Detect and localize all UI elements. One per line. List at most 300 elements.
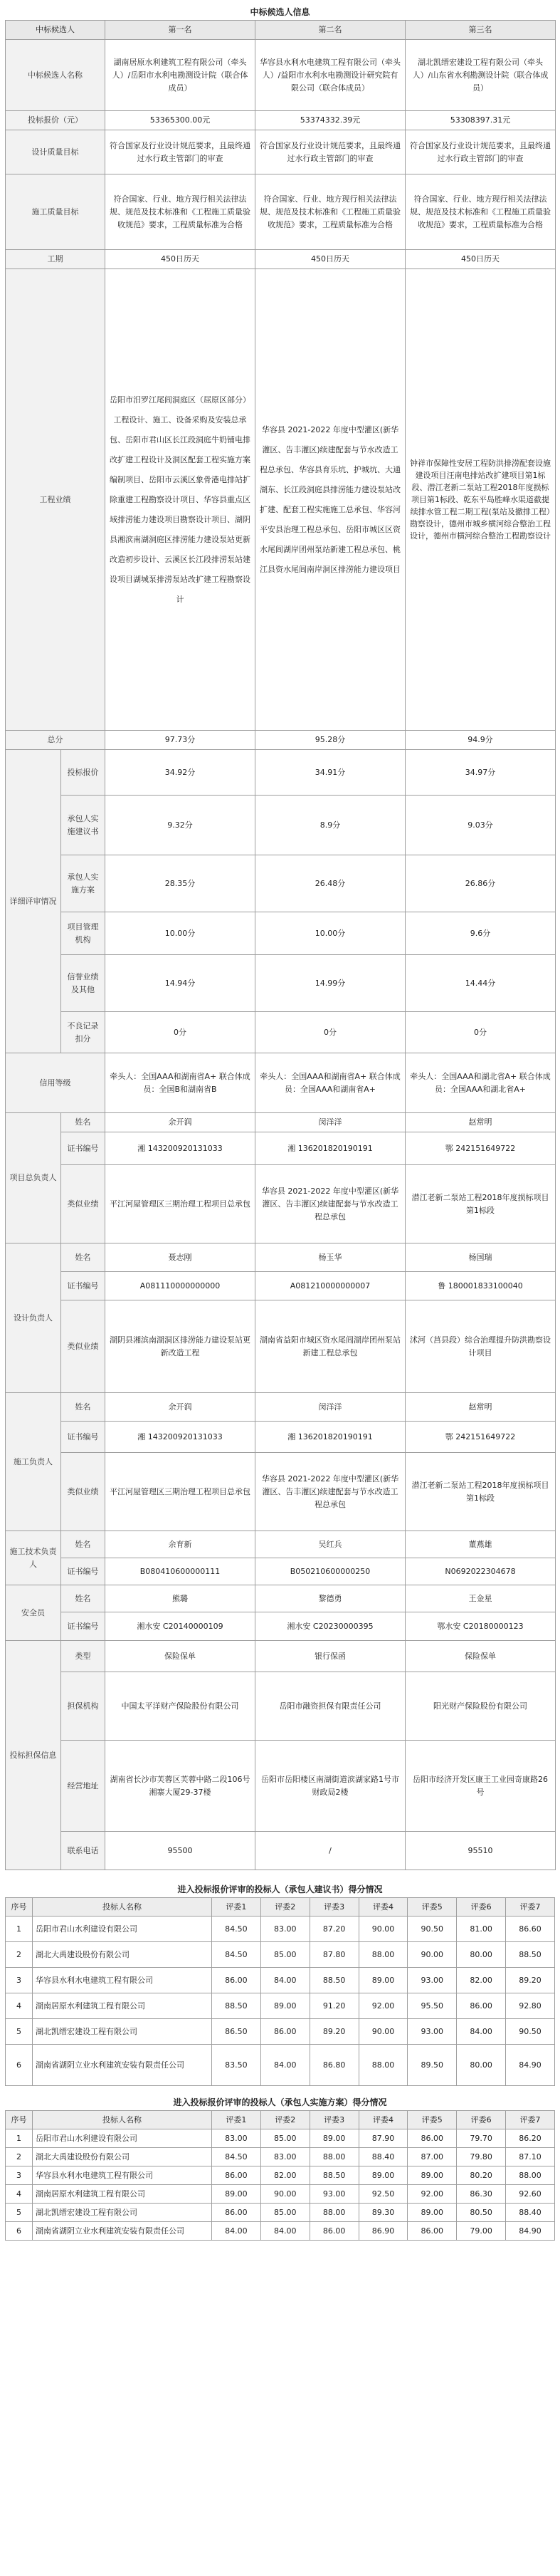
bidder-name: 湖南省湖阴立业水利建筑安装有限责任公司 (33, 2222, 212, 2241)
price-3: 53308397.31元 (406, 111, 556, 130)
design-cert-row (6, 1272, 556, 1300)
build-quality-3: 符合国家、行业、地方现行相关法律法规、规范及技术标准和《工程施工质量验收规范》要求，工程质量标准为合格 (406, 174, 556, 250)
detail-label: 承包人实施建议书 (61, 796, 105, 855)
guarantee-org-row (6, 1672, 556, 1741)
detail-value-1: 9.32分 (105, 796, 255, 855)
score-table-title: 进入投标报价评审的投标人（承包人建议书）得分情况 (177, 1884, 383, 1894)
score-cell: 85.00 (260, 2204, 310, 2222)
score-cell: 85.00 (260, 2129, 310, 2148)
score-header-row (6, 2111, 555, 2129)
detail-label: 承包人实施方案 (61, 855, 105, 912)
candidate-name-row (6, 40, 556, 111)
score-cell: 91.20 (310, 1993, 359, 2019)
safety-name-1: 熊璐 (105, 1585, 255, 1612)
total-row (6, 731, 556, 750)
build-name-row (6, 1393, 556, 1422)
row-label: 施工质量目标 (6, 174, 105, 250)
score-cell: 83.00 (260, 2148, 310, 2166)
score-cell: 90.00 (408, 1942, 457, 1968)
detail-value-3: 14.44分 (406, 955, 556, 1012)
field-label: 类似业绩 (61, 1453, 105, 1531)
score-header: 评委2 (260, 1898, 310, 1917)
score-cell: 88.50 (310, 2166, 359, 2185)
period-2: 450日历天 (255, 250, 406, 269)
score-header: 评委6 (457, 1898, 506, 1917)
score-cell: 89.50 (408, 2045, 457, 2086)
tech-name-1: 余育新 (105, 1531, 255, 1558)
period-3: 450日历天 (406, 250, 556, 269)
header-label: 中标候选人 (6, 21, 105, 40)
score-header: 评委2 (260, 2111, 310, 2129)
score-cell: 90.00 (260, 2185, 310, 2204)
table-row (6, 2222, 555, 2241)
score-cell: 88.00 (310, 2148, 359, 2166)
score-cell: 84.00 (212, 2222, 261, 2241)
score-cell: 89.00 (408, 2204, 457, 2222)
score-header: 评委5 (408, 2111, 457, 2129)
row-label: 中标候选人名称 (6, 40, 105, 111)
table-row (6, 1993, 555, 2019)
score-cell: 92.60 (506, 2185, 555, 2204)
score-cell: 88.00 (359, 2045, 408, 2086)
pm-similar-1: 平江河屋管理区三期治理工程项目总承包 (105, 1165, 255, 1243)
safety-cert-3: 鄂水安 C20180000123 (406, 1612, 556, 1641)
tech-name-3: 董燕雄 (406, 1531, 556, 1558)
score-cell: 88.40 (359, 2148, 408, 2166)
build-quality-2: 符合国家、行业、地方现行相关法律法规、规范及技术标准和《工程施工质量验收规范》要求，工程质量标准为合格 (255, 174, 406, 250)
bidder-name: 岳阳市君山水利建设有限公司 (33, 2129, 212, 2148)
score-cell: 84.50 (212, 1942, 261, 1968)
field-label: 姓名 (61, 1243, 105, 1272)
score-header: 序号 (6, 1898, 33, 1917)
table-row (6, 1917, 555, 1942)
safety-name-row (6, 1585, 556, 1612)
pm-cert-2: 湘 136201820190191 (255, 1132, 406, 1165)
bidder-name: 岳阳市君山水利建设有限公司 (33, 1917, 212, 1942)
score-cell: 79.70 (457, 2129, 506, 2148)
guarantee-addr-row (6, 1741, 556, 1832)
score-cell: 84.00 (260, 2045, 310, 2086)
score-cell: 82.00 (457, 1968, 506, 1993)
build-cert-2: 湘 136201820190191 (255, 1422, 406, 1453)
design-name-1: 聂志刚 (105, 1243, 255, 1272)
score-cell: 87.80 (310, 1942, 359, 1968)
score-cell: 89.00 (359, 2166, 408, 2185)
pm-similar-3: 潜江老新二泵站工程2018年度损标项目第1标段 (406, 1165, 556, 1243)
build-similar-row (6, 1453, 556, 1531)
build-cert-row (6, 1422, 556, 1453)
score-cell: 79.80 (457, 2148, 506, 2166)
score-cell: 89.20 (506, 1968, 555, 1993)
row-no: 6 (6, 2222, 33, 2241)
score-cell: 93.00 (408, 1968, 457, 1993)
build-quality-1: 符合国家、行业、地方现行相关法律法规、规范及技术标准和《工程施工质量验收规范》要求，工程质量标准为合格 (105, 174, 255, 250)
detail-value-1: 28.35分 (105, 855, 255, 912)
pm-cert-row (6, 1132, 556, 1165)
score-cell: 86.00 (408, 2129, 457, 2148)
score-header: 评委1 (212, 1898, 261, 1917)
score-header: 评委7 (506, 2111, 555, 2129)
score-cell: 84.00 (260, 2222, 310, 2241)
score-cell: 84.90 (506, 2045, 555, 2086)
guarantee-org-3: 阳光财产保险股份有限公司 (406, 1672, 556, 1741)
design-similar-2: 湖南省益阳市城区资水尾闾湖岸团州泵站新建工程总承包 (255, 1300, 406, 1393)
design-cert-1: A081110000000000 (105, 1272, 255, 1300)
header-row (6, 21, 556, 40)
table-row (6, 1942, 555, 1968)
score-cell: 88.50 (212, 1993, 261, 2019)
guarantee-group-label: 投标担保信息 (6, 1641, 61, 1870)
score-cell: 80.20 (457, 2166, 506, 2185)
design-similar-row (6, 1300, 556, 1393)
price-1: 53365300.00元 (105, 111, 255, 130)
score-cell: 87.90 (359, 2129, 408, 2148)
guarantee-org-1: 中国太平洋财产保险股份有限公司 (105, 1672, 255, 1741)
bidder-name: 华容县水利水电建筑工程有限公司 (33, 1968, 212, 1993)
pm-cert-3: 鄂 242151649722 (406, 1132, 556, 1165)
score-cell: 95.50 (408, 1993, 457, 2019)
score-header: 投标人名称 (33, 1898, 212, 1917)
detail-value-2: 34.91分 (255, 750, 406, 796)
guarantee-kind-2: 银行保函 (255, 1641, 406, 1672)
score-cell: 89.00 (260, 1993, 310, 2019)
score-cell: 92.00 (359, 1993, 408, 2019)
score-cell: 84.00 (457, 2019, 506, 2045)
score-cell: 84.00 (260, 1968, 310, 1993)
row-label: 总分 (6, 731, 105, 750)
table-row (6, 2148, 555, 2166)
row-label: 投标报价（元） (6, 111, 105, 130)
score-cell: 82.00 (260, 2166, 310, 2185)
row-no: 1 (6, 2129, 33, 2148)
score-cell: 80.50 (457, 2204, 506, 2222)
pm-similar-row (6, 1165, 556, 1243)
detail-row (6, 955, 556, 1012)
field-label: 类似业绩 (61, 1165, 105, 1243)
score-cell: 88.40 (506, 2204, 555, 2222)
pm-group-label: 项目总负责人 (6, 1113, 61, 1243)
score-cell: 88.00 (506, 2166, 555, 2185)
score-cell: 89.00 (212, 2185, 261, 2204)
guarantee-phone-1: 95500 (105, 1832, 255, 1870)
row-label: 工期 (6, 250, 105, 269)
design-cert-2: A081210000000007 (255, 1272, 406, 1300)
score-cell: 85.00 (260, 1942, 310, 1968)
credit-2: 牵头人：全国AAA和湖南省A+ 联合体成员：全国AAA和湖南省A+ (255, 1053, 406, 1113)
detail-label: 项目管理机构 (61, 912, 105, 955)
score-cell: 86.00 (212, 1968, 261, 1993)
table-row (6, 2019, 555, 2045)
bidder-name: 湖北凯缙宏建设工程有限公司 (33, 2204, 212, 2222)
score-cell: 86.00 (457, 1993, 506, 2019)
score-cell: 87.20 (310, 1917, 359, 1942)
guarantee-phone-row (6, 1832, 556, 1870)
field-label: 证书编号 (61, 1132, 105, 1165)
tech-cert-1: B080410600000111 (105, 1558, 255, 1585)
score-header: 评委5 (408, 1898, 457, 1917)
pm-name-row (6, 1113, 556, 1132)
field-label: 担保机构 (61, 1672, 105, 1741)
guarantee-kind-3: 保险保单 (406, 1641, 556, 1672)
score-table-proposal (5, 1897, 555, 2086)
field-label: 经营地址 (61, 1741, 105, 1832)
score-header-row (6, 1898, 555, 1917)
performance-3: 钟祥市保障性安居工程防洪排涝配套设施建设项目汪南电排站改扩建项目第1标段、潜江老新二泵站工程2018年度损标项目第1标段、乾东平岛胜峰水渠道截提续排水管工程二期工程(泵站及撤排工程）勘察设计，德州市城乡横河综合整治工程设计，德州市横河综合整治工程勘察设计 (406, 269, 556, 731)
candidate-table (5, 20, 556, 1870)
design-quality-3: 符合国家及行业设计规范要求，且最终通过水行政主管部门的审查 (406, 130, 556, 174)
score-header: 评委1 (212, 2111, 261, 2129)
detail-row (6, 1012, 556, 1053)
score-cell: 89.30 (359, 2204, 408, 2222)
design-name-3: 杨国瑞 (406, 1243, 556, 1272)
price-2: 53374332.39元 (255, 111, 406, 130)
bidder-name: 湖北大禹建设股份有限公司 (33, 2148, 212, 2166)
field-label: 证书编号 (61, 1612, 105, 1641)
candidate-name-2: 华容县水利水电建筑工程有限公司（牵头人）/益阳市水利水电勘测设计研究院有限公司（联合体成员） (255, 40, 406, 111)
score-cell: 86.00 (408, 2222, 457, 2241)
score-header: 评委3 (310, 2111, 359, 2129)
build-cert-1: 湘 143200920131033 (105, 1422, 255, 1453)
safety-name-3: 王金星 (406, 1585, 556, 1612)
build-similar-3: 潜江老新二泵站工程2018年度损标项目第1标段 (406, 1453, 556, 1531)
total-3: 94.9分 (406, 731, 556, 750)
detail-value-3: 9.6分 (406, 912, 556, 955)
row-no: 4 (6, 2185, 33, 2204)
detail-value-1: 0分 (105, 1012, 255, 1053)
score-header: 评委6 (457, 2111, 506, 2129)
tech-cert-2: B050210600000250 (255, 1558, 406, 1585)
field-label: 类似业绩 (61, 1300, 105, 1393)
table-row (6, 2045, 555, 2086)
detail-label: 信誉业绩及其他 (61, 955, 105, 1012)
score-cell: 89.00 (408, 2166, 457, 2185)
score-cell: 87.10 (506, 2148, 555, 2166)
safety-cert-1: 湘水安 C20140000109 (105, 1612, 255, 1641)
design-name-row (6, 1243, 556, 1272)
build-similar-1: 平江河屋管理区三期治理工程项目总承包 (105, 1453, 255, 1531)
score-cell: 86.00 (260, 2019, 310, 2045)
score-cell: 86.30 (457, 2185, 506, 2204)
guarantee-kind-row (6, 1641, 556, 1672)
period-row (6, 250, 556, 269)
credit-1: 牵头人：全国AAA和湖南省A+ 联合体成员：全国B和湖南省B (105, 1053, 255, 1113)
score-cell: 88.00 (359, 1942, 408, 1968)
tech-name-2: 吴红兵 (255, 1531, 406, 1558)
score-cell: 92.00 (408, 2185, 457, 2204)
detail-row (6, 912, 556, 955)
score-cell: 89.00 (359, 1968, 408, 1993)
score-cell: 84.50 (212, 1917, 261, 1942)
score-cell: 87.00 (408, 2148, 457, 2166)
field-label: 证书编号 (61, 1558, 105, 1585)
guarantee-org-2: 岳阳市融资担保有限责任公司 (255, 1672, 406, 1741)
row-label: 工程业绩 (6, 269, 105, 731)
score-table-title: 进入投标报价评审的投标人（承包人实施方案）得分情况 (173, 2097, 387, 2107)
build-cert-3: 鄂 242151649722 (406, 1422, 556, 1453)
score-header: 投标人名称 (33, 2111, 212, 2129)
score-header: 评委4 (359, 1898, 408, 1917)
pm-name-2: 闵洋洋 (255, 1113, 406, 1132)
score-cell: 83.00 (212, 2129, 261, 2148)
header-rank-3: 第三名 (406, 21, 556, 40)
candidate-name-3: 湖北凯缙宏建设工程有限公司（牵头人）/山东省水利勘测设计院（联合体成员） (406, 40, 556, 111)
score-cell: 80.00 (457, 1942, 506, 1968)
field-label: 类型 (61, 1641, 105, 1672)
score-cell: 88.50 (506, 1942, 555, 1968)
pm-cert-1: 湘 143200920131033 (105, 1132, 255, 1165)
field-label: 姓名 (61, 1393, 105, 1422)
design-similar-3: 沭河（莒县段）综合治理提升防洪勘察设计项目 (406, 1300, 556, 1393)
bidder-name: 华容县水利水电建筑工程有限公司 (33, 2166, 212, 2185)
performance-row (6, 269, 556, 731)
score-cell: 83.50 (212, 2045, 261, 2086)
detail-label: 投标报价 (61, 750, 105, 796)
safety-cert-row (6, 1612, 556, 1641)
credit-row (6, 1053, 556, 1113)
field-label: 联系电话 (61, 1832, 105, 1870)
detail-value-2: 8.9分 (255, 796, 406, 855)
header-rank-1: 第一名 (105, 21, 255, 40)
row-no: 2 (6, 1942, 33, 1968)
guarantee-addr-2: 岳阳市岳阳楼区南湖街道滨湖家路1号市财政局2楼 (255, 1741, 406, 1832)
score-cell: 89.20 (310, 2019, 359, 2045)
detail-row (6, 750, 556, 796)
build-name-2: 闵洋洋 (255, 1393, 406, 1422)
score-cell: 86.00 (212, 2166, 261, 2185)
credit-3: 牵头人：全国AAA和湖北省A+ 联合体成员：全国AAA和湖北省A+ (406, 1053, 556, 1113)
safety-cert-2: 湘水安 C20230000395 (255, 1612, 406, 1641)
detail-value-2: 14.99分 (255, 955, 406, 1012)
row-no: 5 (6, 2204, 33, 2222)
pm-name-3: 赵常明 (406, 1113, 556, 1132)
detail-value-2: 0分 (255, 1012, 406, 1053)
total-2: 95.28分 (255, 731, 406, 750)
row-no: 5 (6, 2019, 33, 2045)
detail-value-1: 10.00分 (105, 912, 255, 955)
tech-name-row (6, 1531, 556, 1558)
tech-cert-row (6, 1558, 556, 1585)
detail-row (6, 855, 556, 912)
guarantee-phone-2: / (255, 1832, 406, 1870)
score-cell: 84.50 (212, 2148, 261, 2166)
detail-group-label: 详细评审情况 (6, 750, 61, 1053)
detail-value-2: 26.48分 (255, 855, 406, 912)
score-cell: 88.50 (310, 1968, 359, 1993)
score-cell: 86.80 (310, 2045, 359, 2086)
table-row (6, 2185, 555, 2204)
period-1: 450日历天 (105, 250, 255, 269)
table-row (6, 2204, 555, 2222)
safety-group-label: 安全员 (6, 1585, 61, 1641)
guarantee-addr-1: 湖南省长沙市芙蓉区芙蓉中路二段106号湘寨大厦29-37楼 (105, 1741, 255, 1832)
field-label: 姓名 (61, 1113, 105, 1132)
row-no: 4 (6, 1993, 33, 2019)
build-name-3: 赵常明 (406, 1393, 556, 1422)
design-group-label: 设计负责人 (6, 1243, 61, 1393)
score-header: 评委7 (506, 1898, 555, 1917)
table-row (6, 2166, 555, 2185)
pm-name-1: 余开润 (105, 1113, 255, 1132)
score-cell: 93.00 (408, 2019, 457, 2045)
bidder-name: 湖南省湖阴立业水利建筑安装有限责任公司 (33, 2045, 212, 2086)
detail-value-1: 14.94分 (105, 955, 255, 1012)
score-header: 评委4 (359, 2111, 408, 2129)
score-cell: 86.90 (359, 2222, 408, 2241)
score-cell: 79.00 (457, 2222, 506, 2241)
table-row (6, 1968, 555, 1993)
bidder-name: 湖南居原水利建筑工程有限公司 (33, 1993, 212, 2019)
field-label: 证书编号 (61, 1272, 105, 1300)
page-title: 中标候选人信息 (250, 7, 310, 17)
tech-group-label: 施工技术负责人 (6, 1531, 61, 1585)
tech-cert-3: N0692022304678 (406, 1558, 556, 1585)
performance-2: 华容县 2021-2022 年度中型灌区(新华灌区、告丰灌区)续建配套与节水改造工程总承包、华容县育乐坑、护城坑、大通湖东、长江段洞庭县排涝能力建设泵站改扩建、配套工程实施施工总承包、华容河平安县治理工程总承包、岳阳市城区区资水尾闾湖岸团州泵站新建工程总承包、桃江县资水尾闾南岸洞区排涝能力建设项目 (255, 269, 406, 731)
design-quality-2: 符合国家及行业设计规范要求，且最终通过水行政主管部门的审查 (255, 130, 406, 174)
score-cell: 86.20 (506, 2129, 555, 2148)
score-cell: 93.00 (310, 2185, 359, 2204)
field-label: 姓名 (61, 1585, 105, 1612)
row-no: 6 (6, 2045, 33, 2086)
safety-name-2: 黎德勇 (255, 1585, 406, 1612)
row-no: 1 (6, 1917, 33, 1942)
score-cell: 88.00 (310, 2204, 359, 2222)
row-no: 2 (6, 2148, 33, 2166)
build-quality-row (6, 174, 556, 250)
score-cell: 80.00 (457, 2045, 506, 2086)
score-header: 评委3 (310, 1898, 359, 1917)
row-no: 3 (6, 2166, 33, 2185)
score-cell: 81.00 (457, 1917, 506, 1942)
design-quality-row (6, 130, 556, 174)
score-table-plan (5, 2110, 555, 2241)
guarantee-kind-1: 保险保单 (105, 1641, 255, 1672)
detail-value-2: 10.00分 (255, 912, 406, 955)
build-group-label: 施工负责人 (6, 1393, 61, 1531)
score-cell: 83.00 (260, 1917, 310, 1942)
pm-similar-2: 华容县 2021-2022 年度中型灌区(新华灌区、告丰灌区)续建配套与节水改造工程总承包 (255, 1165, 406, 1243)
score-cell: 89.00 (310, 2129, 359, 2148)
score-cell: 86.50 (212, 2019, 261, 2045)
detail-value-1: 34.92分 (105, 750, 255, 796)
row-label: 信用等级 (6, 1053, 105, 1113)
field-label: 姓名 (61, 1531, 105, 1558)
detail-value-3: 0分 (406, 1012, 556, 1053)
bidder-name: 湖北大禹建设股份有限公司 (33, 1942, 212, 1968)
performance-1: 岳阳市汨罗江尾闾洞庭区（屈原区部分）工程设计、施工、设备采购及安装总承包、岳阳市君山区长江段洞庭牛奶铺电排改扩建工程设计及洞区配套工程实施方案编制项目、岳阳市云溪区象骨港电排站扩除重建工程勘察设计项目、华容县重点区域排涝能力建设项目勘察设计项目、湖阴县湘滨南湖洞庭区排涝能力建设泵站更新改造初步设计、云溪区长江段排涝泵站建设项目湖城泵排涝泵站改扩建工程勘察设计 (105, 269, 255, 731)
row-no: 3 (6, 1968, 33, 1993)
score-cell: 90.50 (506, 2019, 555, 2045)
score-cell: 90.50 (408, 1917, 457, 1942)
score-cell: 90.00 (359, 2019, 408, 2045)
score-cell: 92.80 (506, 1993, 555, 2019)
score-cell: 86.00 (212, 2204, 261, 2222)
design-quality-1: 符合国家及行业设计规范要求，且最终通过水行政主管部门的审查 (105, 130, 255, 174)
field-label: 证书编号 (61, 1422, 105, 1453)
design-cert-3: 鲁 180001833100040 (406, 1272, 556, 1300)
price-row (6, 111, 556, 130)
table-row (6, 2129, 555, 2148)
detail-row (6, 796, 556, 855)
detail-value-3: 34.97分 (406, 750, 556, 796)
build-similar-2: 华容县 2021-2022 年度中型灌区(新华灌区、告丰灌区)续建配套与节水改造工程总承包 (255, 1453, 406, 1531)
design-similar-1: 湖阴县湘滨南湖洞区排涝能力建设泵站更新改造工程 (105, 1300, 255, 1393)
header-rank-2: 第二名 (255, 21, 406, 40)
design-name-2: 杨玉华 (255, 1243, 406, 1272)
detail-value-3: 9.03分 (406, 796, 556, 855)
score-cell: 84.90 (506, 2222, 555, 2241)
guarantee-phone-3: 95510 (406, 1832, 556, 1870)
total-1: 97.73分 (105, 731, 255, 750)
